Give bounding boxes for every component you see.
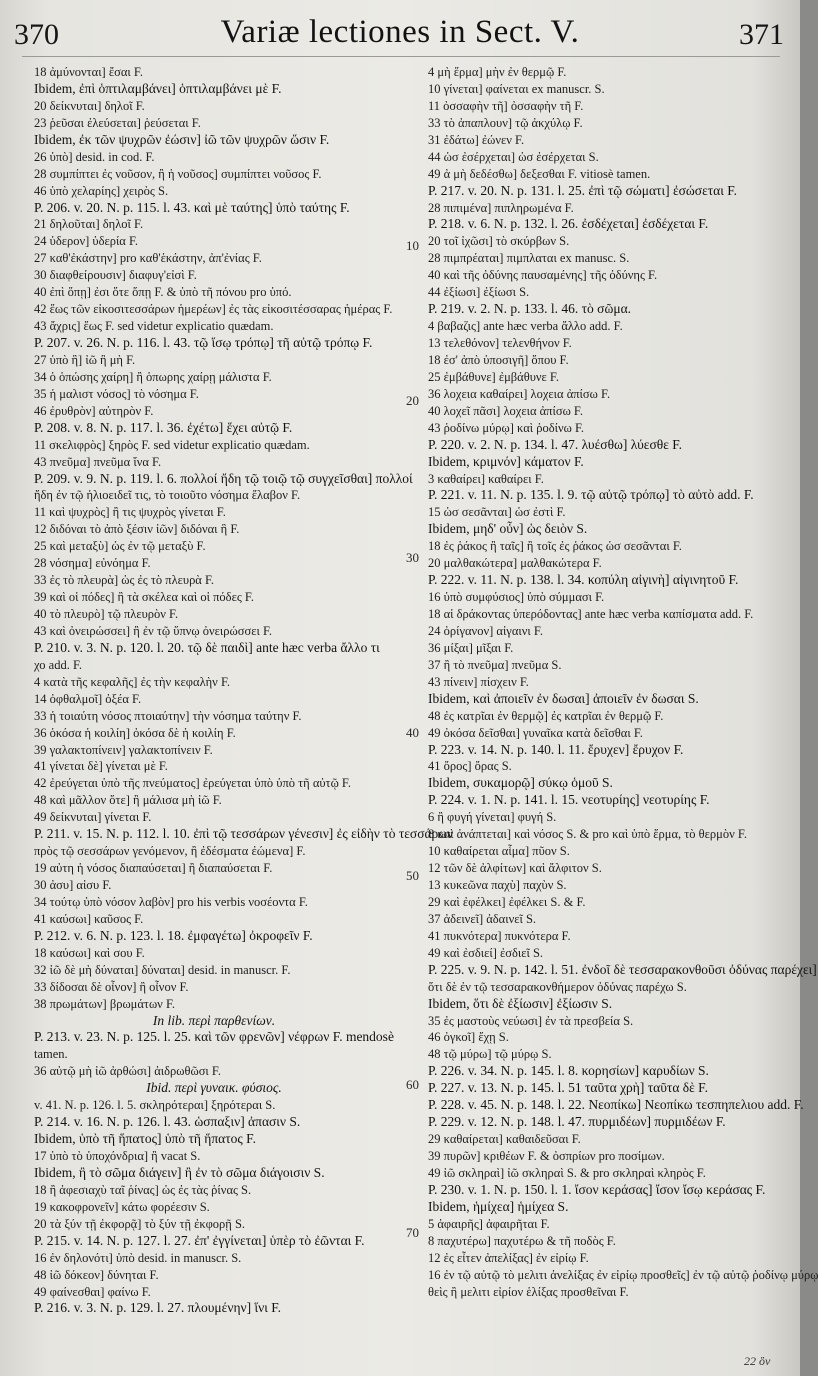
variant-line: tamen. [34,1047,68,1062]
variant-line: 36 ὁκόσα ἡ κοιλίη] ὀκόσα δὲ ἡ κοιλίη F. [34,725,236,740]
variant-line: 28 πιμπρέαται] πιμπλαται ex manusc. S. [428,251,630,266]
right-column [428,64,818,1300]
variant-line: Ibidem, ἢ τὸ σῶμα διάγειν] ἢ ἐν τὸ σῶμα διάγοισιν S. [34,1164,325,1180]
variant-line: 21 δηλοῦται] δηλοῖ F. [34,217,144,232]
variant-line: 41 καύσωι] καῦσος F. [34,911,144,926]
variant-line: 41 πυκνότερα] πυκνότερα F. [428,928,571,943]
variant-line: P. 218. v. 6. N. p. 132. l. 26. ἐσδέχεται] ἐσδέχεται F. [428,216,709,232]
variant-line: 46 ὀγκοῖ] ἔχῃ S. [428,1030,509,1045]
variant-line: 8 καὶ ἀνάπτεται] καὶ νόσος S. & pro καὶ ὑπὸ ἕρμα, τὸ θερμὸν F. [428,827,747,842]
variant-line: 37 ἀδεινεῖ] ἀδαινεῖ S. [428,911,537,926]
variant-line: 20 δείκνυται] δηλοῖ F. [34,98,145,113]
variant-line: 43 ῥοδίνω μύρῳ] καὶ ῥοδίνω F. [428,420,585,435]
variant-line: 31 ἐδάτω] ἐώνεν F. [428,132,525,147]
variant-line: 42 ἕως τῶν εἰκοσιτεσσάρων ἡμερέων] ἐς τὰς εἰκοσιτέσσαρας ἡμέρας F. [34,302,393,317]
variant-line: 38 πρωμάτων] βρωμάτων F. [34,996,176,1011]
variant-line: P. 217. v. 20. N. p. 131. l. 25. ἐπὶ τῷ σώματι] ἐσώσεται F. [428,182,738,198]
variant-line: 29 καὶ ἐφέλκει] ἐφέλκει S. & F. [428,894,586,909]
header-rule [22,56,780,57]
variant-line: In lib. περὶ παρθενίων. [152,1012,276,1028]
variant-line: 4 βαβαζις] ante hæc verba ἄλλο add. F. [428,319,623,334]
variant-line: 34 ὁ ὁπώσης χαίρη] ἢ ὁπωρης χαίρῃ μάλιστα F. [34,369,272,384]
variant-line: P. 225. v. 9. N. p. 142. l. 51. ἐνδοῖ δὲ τεσσαρακονθοῦσι ὀδύνας παρέχει] [428,961,817,977]
variant-line: 28 συμπίπτει ἐς νοῦσον, ἢ ἡ νοῦσος] συμπίπτει νοῦσος F. [34,166,322,181]
margin-line-number: 50 [406,868,419,883]
margin-line-number: 10 [406,238,419,253]
variant-line: 48 καὶ μᾶλλον ὅτε] ἢ μάλισα μὴ ἰῶ F. [34,793,222,808]
margin-line-number: 60 [406,1077,419,1092]
variant-line: 32 ἰῶ δὲ μὴ δύναται] δύναται] desid. in manuscr. F. [34,962,291,977]
variant-line: 11 καὶ ψυχρὸς] ἢ τις ψυχρὸς γίνεται F. [34,505,226,520]
variant-line: P. 223. v. 14. N. p. 140. l. 11. ἔρυχεν] ἔρυχον F. [428,741,684,757]
variant-line: 4 κατὰ τῆς κεφαλῆς] ἐς τὴν κεφαλὴν F. [34,674,231,689]
variant-line: P. 224. v. 1. N. p. 141. l. 15. νεοτυρίης] νεοτυρίης F. [428,792,710,808]
variant-line: 40 λοχεῖ πᾶσι] λοχεια ἀπίσω F. [428,403,584,418]
variant-line: 13 τελεθόνον] τελενθήνον F. [428,336,572,350]
variant-line: Ibidem, συκαμορῷ] σύκῳ ὁμοῦ S. [428,775,613,791]
variant-line: 30 διαφθείρουσιν] διαφυγ'εἰσὶ F. [34,268,197,283]
variant-line: 30 ἀσυ] αἰσυ F. [34,878,112,892]
variant-line: 29 καθαίρεται] καθαιδεῦσαι F. [428,1132,581,1147]
variant-line: 39 γαλακτοπίνειν] γαλακτοπίνειν F. [34,742,213,757]
variant-line: 16 ὑπὸ συμφύσιος] ὑπὸ σύμμασι F. [428,590,605,605]
variant-line: P. 222. v. 11. N. p. 138. l. 34. κοπύλη αἰγινὴ] αἰγινητοῦ F. [428,572,739,588]
variant-line: v. 41. N. p. 126. l. 5. σκληρότεραι] ξηρότεραι S. [34,1098,276,1113]
variant-line: 28 νόσημα] εὐνόημα F. [34,556,151,571]
variant-line: 34 τούτῳ ὑπὸ νόσον λαβὸν] pro his verbis νοσέοντα F. [34,894,308,909]
variant-line: P. 215. v. 14. N. p. 127. l. 27. ἐπ' ἐγγίνεται] ὑπὲρ τὸ ἐῶνται F. [34,1232,365,1248]
variant-line: ἤδη ἐν τῷ ἡλιοειδεῖ τις, τὸ τοιοῦτο νόσημα ἔλαβον F. [34,488,301,503]
variant-line: θεὶς ἢ μελιτι εἰρίον ἑλίξας προσθεῖναι F. [428,1284,629,1299]
variant-line: Ibidem, κριμνόν] κάματον F. [428,453,584,469]
variant-line: 36 αὐτῷ μὴ ἰῶ ἀρθώσι] ἀιδρωθῶσι F. [34,1064,221,1079]
variant-line: 44 ἐξίωσι] ἐξίωσι S. [428,285,530,300]
variant-line: P. 211. v. 15. N. p. 112. l. 10. ἐπὶ τῷ τεσσάρων γένεσιν] ἐς εἰδὴν τὸ τεσσάρων [34,826,454,842]
variant-line: 49 ὀκόσα δεῖσθαι] γυναῖκα κατὰ δεῖσθαι F. [428,725,643,740]
variant-line: 28 πιπιμένα] πιπληρωμένα F. [428,200,574,215]
variant-line: 33 τὸ ἀπαπλουν] τῷ ἀκχύλῳ F. [428,115,583,130]
variant-line: 18 ἀμύνονται] ἔσαι F. [34,65,143,79]
variant-line: 49 δείκνυται] γίνεται F. [34,810,152,825]
variant-line: 27 ὑπὸ ἣ] ἰῶ ἣ μὴ F. [34,352,136,367]
variant-line: 35 ἐς μαστοὺς νεύωσι] ἐν τὰ πρεσβεία S. [428,1013,634,1028]
variant-line: 46 ἐρυθρὸν] αὐτηρὸν F. [34,403,154,418]
variant-line: 4 μὴ ἕρμα] μὴν ἐν θερμῷ F. [428,65,567,79]
variant-line: 15 ὡσ σεσᾶνται] ὡσ ἐστὶ F. [428,505,566,520]
variant-line: 49 φαίνεσθαι] φαίνω F. [34,1284,151,1299]
variant-line: Ibidem, ὅτι δὲ ἐξίωσιν] ἐξίωσιν S. [428,995,613,1011]
variant-line: Ibidem, ὑπὸ τῆ ἥπατος] ὑπὸ τῆ ἥπατος F. [34,1131,256,1147]
variant-line: P. 230. v. 1. N. p. 150. l. 1. ἴσον κεράσας] ἴσον ἴσῳ κεράσας F. [428,1181,766,1197]
variant-line: P. 207. v. 26. N. p. 116. l. 43. τῷ ἴσῳ τρόπῳ] τῆ αὐτῷ τρόπῳ F. [34,335,373,350]
variant-line: 37 ἢ τὸ πνεῦμα] πνεῦμα S. [428,657,562,672]
catchword: 22 ὃν [744,1354,771,1368]
variant-line: 18 καύσωι] καὶ σου F. [34,945,145,960]
variant-line: 25 καὶ μεταξὺ] ὡς ἐν τῷ μεταξὺ F. [34,539,206,554]
variant-line: 33 ἐς τὸ πλευρὰ] ὡς ἐς τὸ πλευρὰ F. [34,573,215,588]
variant-line: P. 216. v. 3. N. p. 129. l. 27. πλουμένην] ἵνι F. [34,1300,282,1316]
variant-line: Ibidem, ἐκ τῶν ψυχρῶν ἐώσιν] ἰῶ τῶν ψυχρῶν ὥσιν F. [34,131,330,147]
variant-line: 41 ὄρος] ὄρας S. [428,759,512,774]
variant-line: 44 ὡσ ἐσέρχεται] ὡσ ἐσέρχεται S. [428,149,599,164]
variant-line: 49 ἀ μὴ δεδέσθω] δεξεσθαι F. vitiosè tamen. [428,166,651,181]
variant-line: 6 ἢ φυγή γίνεται] φυγή S. [428,810,557,825]
variant-line: 43 καὶ ὀνειρώσσει] ἢ ἐν τῷ ὕπνῳ ὀνειρώσσει F. [34,623,273,638]
variant-line: Ibidem, ἡμίχεα] ἡμίχεα S. [428,1198,569,1214]
variant-line: 40 τὸ πλευρὸ] τῷ πλευρὸν F. [34,607,179,621]
running-head: Variæ lectiones in Sect. V. [220,14,580,50]
variant-line: Ibidem, μηδ' οὖν] ὡς δειὸν S. [428,521,588,537]
margin-line-number: 70 [406,1225,419,1240]
variant-line: P. 209. v. 9. N. p. 119. l. 6. πολλοί ἤδη τῷ τοιῷ τῷ συγχεῖσθαι] πολλοί [34,470,413,486]
variant-line: 43 πίνειν] πίσχειν F. [428,674,529,689]
variant-line: 41 γίνεται δὲ] γίνεται μὲ F. [34,759,168,774]
variant-line: 48 ἰῶ δόκεον] δύνηται F. [34,1267,159,1282]
variant-line: 16 ἐν δηλονότι] ὑπὸ desid. in manuscr. S. [34,1250,242,1265]
margin-line-number: 30 [406,550,419,565]
variant-line: 49 ἰῶ σκληραὶ] ἰῶ σκληραὶ S. & pro σκληραὶ κληρὸς F. [428,1165,706,1180]
variant-line: P. 226. v. 34. N. p. 145. l. 8. κορησίων] καρυδίων S. [428,1063,709,1079]
variant-line: 8 παχυτέρω] παχυτέρω & τῆ ποδὸς F. [428,1233,616,1248]
variant-line: 12 ἐς εἶτεν ἀπελίξας] ἐν εἰρίῳ F. [428,1250,589,1265]
variant-line: 36 λοχεια καθαίρει] λοχεια ἀπίσω F. [428,386,611,401]
variant-line: 39 καὶ οἱ πόδες] ἢ τὰ σκέλεα καὶ οἱ πόδες F. [34,590,254,605]
variant-line: 20 τὰ ξύν τῇ ἐκφορᾷ] τὸ ξύν τῇ ἐκφορῇ S. [34,1216,246,1231]
variant-line: 10 γίνεται] φαίνεται ex manuscr. S. [428,81,605,96]
variant-line: P. 228. v. 45. N. p. 148. l. 22. Νεοπίκω] Νεοπίκω τεσπηπελιου add. F. [428,1097,804,1113]
variant-line: P. 219. v. 2. N. p. 133. l. 46. τὸ σῶμα. [428,301,632,317]
variant-line: P. 213. v. 23. N. p. 125. l. 25. καὶ τῶν φρενῶν] νέφρων F. mendosè [34,1029,394,1045]
variant-line: 18 αἱ δράκοντας ὑπερόδοντας] ante hæc verba καπίσματα add. F. [428,607,754,621]
variant-line: P. 212. v. 6. N. p. 123. l. 18. ἐμφαγέτω] ὀκροφεῖν F. [34,927,313,943]
variant-line: 46 ὑπὸ χελαρίης] χειρὸς S. [34,183,169,198]
variant-line: P. 210. v. 3. N. p. 120. l. 20. τῷ δὲ παιδὶ] ante hæc verba ἄλλο τι [34,639,380,655]
variant-line: 5 ἀφαιρῆς] ἀφαιρῆται F. [428,1216,550,1231]
variant-line: 49 καὶ ἐσδιεί] ἐσδιεῖ S. [428,945,544,960]
variant-line: Ibid. περὶ γυναικ. φύσιος. [146,1080,282,1096]
variant-line: 12 διδόναι τὸ ἀπὸ ξέσιν ἰῶν] διδόναι ἣ F. [34,522,240,537]
variant-line: 33 ἡ τοιαύτη νόσος πτοιαύτην] τὴν νόσημα ταύτην F. [34,708,302,723]
variant-line: 23 ῥεῦσαι ἐλεύσεται] ῥεύσεται F. [34,115,201,130]
variant-line: 18 ἐς ῥάκος ἢ ταῖς] ἢ τοῖς ἐς ῥάκος ὡσ σεσᾶνται F. [428,539,682,554]
variant-line: 39 πυρῶν] κριθέων F. & ὀσπρίων pro ποσίμων. [428,1149,665,1163]
variant-line: 24 ὑδερον] ὑδερία F. [34,234,139,249]
variant-line: 11 ὀσσαφὴν τῆ] ὀσσαφὴν τῆ F. [428,98,584,113]
variant-line: P. 208. v. 8. N. p. 117. l. 36. ἐχέτω] ἕχει αὐτῷ F. [34,419,293,435]
variant-line: 36 μίξαι] μῖξαι F. [428,640,514,655]
variant-line: P. 220. v. 2. N. p. 134. l. 47. λυέσθω] λύεσθε F. [428,436,683,452]
variant-line: 17 ὑπὸ τὸ ὑποχόνδρια] ἢ vacat S. [34,1149,201,1163]
variant-line: 24 ὀρίγανον] αἰγαινι F. [428,623,543,638]
variant-line: 12 τῶν δὲ ἀλφίτων] καὶ ἄλφιτον S. [428,861,602,876]
variant-line: P. 206. v. 20. N. p. 115. l. 43. καὶ μὲ ταύτης] ὑπὸ ταύτης F. [34,199,350,215]
variant-line: 33 δίδοσαι δὲ οἶνον] ἢ οἶνον F. [34,979,189,994]
page-number-left: 370 [14,18,59,51]
variant-line: ὅτι δὲ ἐν τῷ τεσσαρακονθήμερον ὀδύνας παρέχω S. [428,979,687,994]
variant-line: 40 ἐπὶ ὅπῃ] ἐσι ὅτε ὅπῃ F. & ὑπὸ τῆ πόνου pro ὑπό. [34,285,292,300]
variant-line: P. 221. v. 11. N. p. 135. l. 9. τῷ αὐτῷ τρόπῳ] τὸ αὐτὸ add. F. [428,487,754,503]
variant-line: 18 ἢ ἀφεσιαχὺ ταῖ ῥίνας] ὡς ἐς τὰς ῥίνας S. [34,1182,252,1197]
variant-line: πρὸς τῷ σεσσάρων γενόμενον, ἢ ἐδέσματα ἐώμενα] F. [34,844,306,859]
variant-line: 42 ἐρεύγεται ὑπὸ τῆς πνεύματος] ἐρεύγεται ὑπὸ ὑπὸ τῆ αὐτῷ F. [34,776,352,791]
variant-line: 19 αὐτη ἡ νόσος διαπαύσεται] ἢ διαπαύσεται F. [34,861,273,876]
variant-line: 48 ἐς κατρῖαι ἐν θερμῷ] ἐς κατρῖαι ἐν θερμῷ F. [428,708,664,723]
variant-line: 27 καθ'ἐκάστην] pro καθ'ἑκάστην, ἀπ'ἐνίας F. [34,251,262,266]
variant-line: 3 καθαίρει] καθαίρει F. [428,471,544,486]
variant-line: 10 καθαίρεται αἷμα] πῦον S. [428,844,570,859]
variant-line: 43 πνεῦμα] πνεῦμα ἴνα F. [34,454,162,469]
variant-line: 13 κυκεῶνα παχὺ] παχὺν S. [428,878,567,892]
variant-line: 20 τοῖ ἰχῶσι] τὸ σκύρβων S. [428,234,570,249]
margin-line-number: 20 [406,393,419,408]
variant-line: χο add. F. [34,657,83,672]
variant-line: 25 ἐμβάθυνε] ἐμβάθυνε F. [428,369,559,384]
variant-line: 16 ἐν τῷ αὐτῷ τὸ μελιτι ἀνελίξας ἐν εἰρίῳ προσθεῖς] ἐν τῷ αὐτῷ ῥοδίνῳ μύρῳ [428,1267,818,1282]
variant-line: 40 καὶ τῆς ὀδύνης παυσαμένης] τῆς ὀδύνης F. [428,268,658,283]
variant-line: P. 227. v. 13. N. p. 145. l. 51 ταῦτα χρὴ] ταῦτα δὲ F. [428,1080,708,1096]
variant-line: 14 ὀφθαλμοῖ] ὀξέα F. [34,691,142,706]
variant-line: P. 214. v. 16. N. p. 126. l. 43. ὡσπαξιν] ἀπασιν S. [34,1114,301,1130]
variant-line: 20 μαλθακώτερα] μαλθακώτερα F. [428,556,602,571]
variant-line: P. 229. v. 12. N. p. 148. l. 47. πυρμιδέων] πυρμιδέων F. [428,1114,726,1130]
page-number-right: 371 [739,18,784,51]
variant-line: 19 κακοφρονεῖν] κάτω φορέεσιν S. [34,1199,210,1214]
variant-line: 11 σκελιφρὸς] ξηρὸς F. sed videtur explicatio quædam. [34,437,310,452]
variant-line: 48 τῷ μύρω] τῷ μύρῳ S. [428,1047,552,1062]
margin-line-number: 40 [406,725,419,740]
variant-line: 35 ἡ μαλιστ νόσος] τὸ νόσημα F. [34,386,199,401]
variant-line: Ibidem, ἐπὶ ὁπτιλαμβάνει] ὁπτιλαμβάνει μὲ F. [34,80,282,96]
variant-line: 18 ἐσ' ἀπὸ ὑποσιγῆ] ὅπου F. [428,352,569,367]
variant-line: 26 ὑπὸ] desid. in cod. F. [34,149,155,164]
variant-line: Ibidem, καὶ ἀποιεῖν ἐν δωσαι] ἀποιεῖν ἐν δωσαι S. [428,690,699,706]
variant-line: 43 ἄχρις] ἕως F. sed videtur explicatio quædam. [34,319,274,334]
